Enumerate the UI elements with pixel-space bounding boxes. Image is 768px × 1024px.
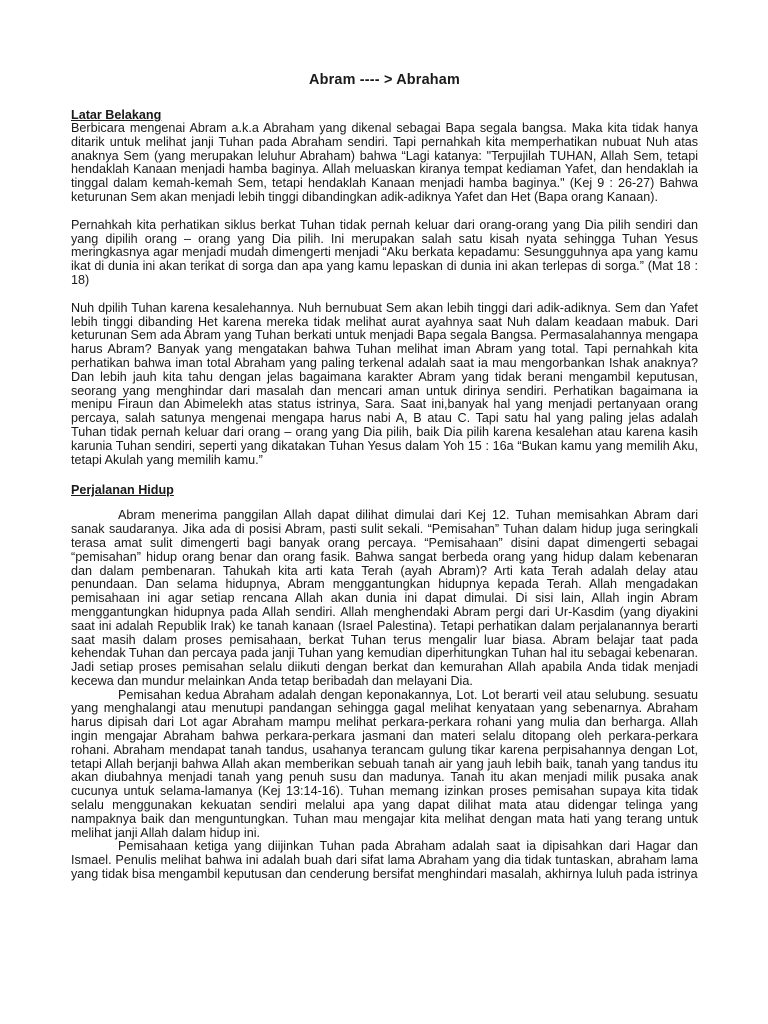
paragraph: Nuh dpilih Tuhan karena kesalehannya. Nuh bernubuat Sem akan lebih tinggi dari adik-adiknya. Sem dan Yafet lebih tinggi dibanding Het karena mereka tidak melihat aurat ayahnya saat Nuh dalam keadaan mabuk. Dari keturunan Sem ada Abram yang Tuhan berkati untuk menjadi Bapa segala Bangsa. Permasalahannya mengapa harus Abram? Banyak yang mengatakan bahwa Tuhan melihat iman Abram yang total. Tapi pernahkah kita perhatikan bahwa iman total Abraham yang paling terkenal adalah saat ia mau mengorbankan Ishak anaknya? Dan lebih jauh kita tahu dengan jelas bagaimana karakter Abram yang tidak berani mengambil keputusan, seorang yang menghindar dari masalah dan mencari aman untuk dirinya sendiri. Perhatikan bagaimana ia menipu Firaun dan Abimelekh atas status istrinya, Sara. Saat ini,banyak hal yang menjadi pertanyaan orang percaya, salah satunya mengenai mengapa harus nabi A, B atau C. Tapi satu hal yang paling jelas adalah Tuhan tidak pernah keluar dari orang – orang yang Dia pilih, baik Dia pilih karena kesalehan atau karena kasih karunia Tuhan sendiri, seperti yang dikatakan Tuhan Yesus dalam Yoh 15 : 16a “Bukan kamu yang memilih Aku, tetapi Akulah yang memilih kamu.” bbox=[71, 300, 698, 467]
section-heading: Latar Belakang bbox=[71, 108, 162, 122]
paragraph: Pernahkah kita perhatikan siklus berkat Tuhan tidak pernah keluar dari orang-orang yang Dia pilih sendiri dan yang dipilih orang – orang yang Dia pilih. Ini merupakan salah satu kisah nyata sehingga Tuhan Yesus meringkasnya agar menjadi mudah dimengerti menjadi “Aku berkata kepadamu: Sesungguhnya apa yang kamu ikat di dunia ini akan terikat di sorga dan apa yang kamu lepaskan di dunia ini akan terlepas di sorga.” (Mat 18 : 18) bbox=[71, 217, 698, 287]
section-latar-belakang bbox=[71, 108, 698, 467]
paragraph: Pemisahan kedua Abraham adalah dengan keponakannya, Lot. Lot berarti veil atau selubung. sesuatu yang menghalangi atau menutupi pandangan sehingga gagal melihat kenyataan yang sebenarnya. Abraham harus dipisah dari Lot agar Abraham mampu melihat perkara-perkara rohani yang mulia dan berharga. Allah ingin mengajar Abraham bahwa perkara-perkara jasmani dan materi selalu ditopang oleh perkara-perkara rohani. Abraham mendapat tanah tandus, usahanya terancam gulung tikar karena perpisahannya dengan Lot, tetapi Allah berjanji bahwa Allah akan memberikan sebuah tanah air yang jauh lebih baik, tanah yang tandus itu akan diubahnya menjadi tanah yang penuh susu dan madunya. Tanah itu akan menjadi milik pusaka anak cucunya untuk selama-lamanya (Kej 13:14-16). Tuhan memang izinkan proses pemisahan supaya kita tidak selalu menggunakan kekuatan sendiri melalui apa yang dapat dilihat mata atau didengar telinga yang nampaknya baik dan menguntungkan. Tuhan mau mengajar kita melihat dengan mata hati yang terang untuk melihat janji Allah dalam hidup ini. bbox=[71, 687, 698, 840]
paragraph: Abram menerima panggilan Allah dapat dilihat dimulai dari Kej 12. Tuhan memisahkan Abram dari sanak saudaranya. Jika ada di posisi Abram, pasti sulit sekali. “Pemisahan” Tuhan dalam hidup juga seringkali terasa amat sulit dimengerti bagi banyak orang percaya. “Pemisahaan” disini dapat dimengerti sebagai “pemisahan” hidup orang benar dan orang fasik. Bahwa sangat berbeda orang yang hidup dalam kebenaran dan dalam pembenaran. Tahukah kita arti kata Terah (ayah Abram)? Arti kata Terah adalah delay atau penundaan. Dan selama hidupnya, Abram menggantungkan hidupnya kepada Terah. Allah mengadakan pemisahaan ini agar setiap rencana Allah akan dunia ini dapat dimulai. Di sisi lain, Allah ingin Abram menggantungkan hidupnya pada Allah sendiri. Allah menghendaki Abram pergi dari Ur-Kasdim (yang diyakini saat ini adalah Republik Irak) ke tanah kanaan (Israel Palestina). Tetapi perhatikan dalam perjalanannya berarti saat masih dalam proses pemisahaan, berkat Tuhan terus mengalir luar biasa. Abram belajar taat pada kehendak Tuhan dan percaya pada janji Tuhan yang kemudian diperhitungkan Tuhan hal itu sebagai kebenaran. Jadi setiap proses pemisahan selalu diikuti dengan berkat dan kemurahan Allah apabila Anda tidak menjadi kecewa dan mundur melainkan Anda tetap beribadah dan melayani Dia. bbox=[71, 508, 698, 688]
document-title: Abram ---- > Abraham bbox=[309, 72, 460, 88]
section-perjalanan-hidup bbox=[71, 483, 698, 882]
section-heading: Perjalanan Hidup bbox=[71, 483, 174, 498]
paragraph: Pemisahaan ketiga yang diijinkan Tuhan pada Abraham adalah saat ia dipisahkan dari Hagar dan Ismael. Penulis melihat bahwa ini adalah buah dari sifat lama Abraham yang dia tidak tuntaskan, abraham lama yang tidak bisa mengambil keputusan dan cenderung bersifat menghindari masalah, akhirnya luluh pada istrinya bbox=[71, 839, 698, 882]
paragraph: Berbicara mengenai Abram a.k.a Abraham yang dikenal sebagai Bapa segala bangsa. Maka kita tidak hanya ditarik untuk melihat janji Tuhan pada Abraham sendiri. Tapi pernahkah kita memperhatikan nubuat Nuh atas anaknya Sem (yang merupakan leluhur Abraham) bahwa “Lagi katanya: "Terpujilah TUHAN, Allah Sem, tetapi hendaklah Kanaan menjadi hamba baginya. Allah meluaskan kiranya tempat kediaman Yafet, dan hendaklah ia tinggal dalam kemah-kemah Sem, tetapi hendaklah Kanaan menjadi hamba baginya." (Kej 9 : 26-27) Bahwa keturunan Sem akan menjadi lebih tinggi dibandingkan adik-adiknya Yafet dan Het (Bapa orang Kanaan). bbox=[71, 121, 698, 204]
